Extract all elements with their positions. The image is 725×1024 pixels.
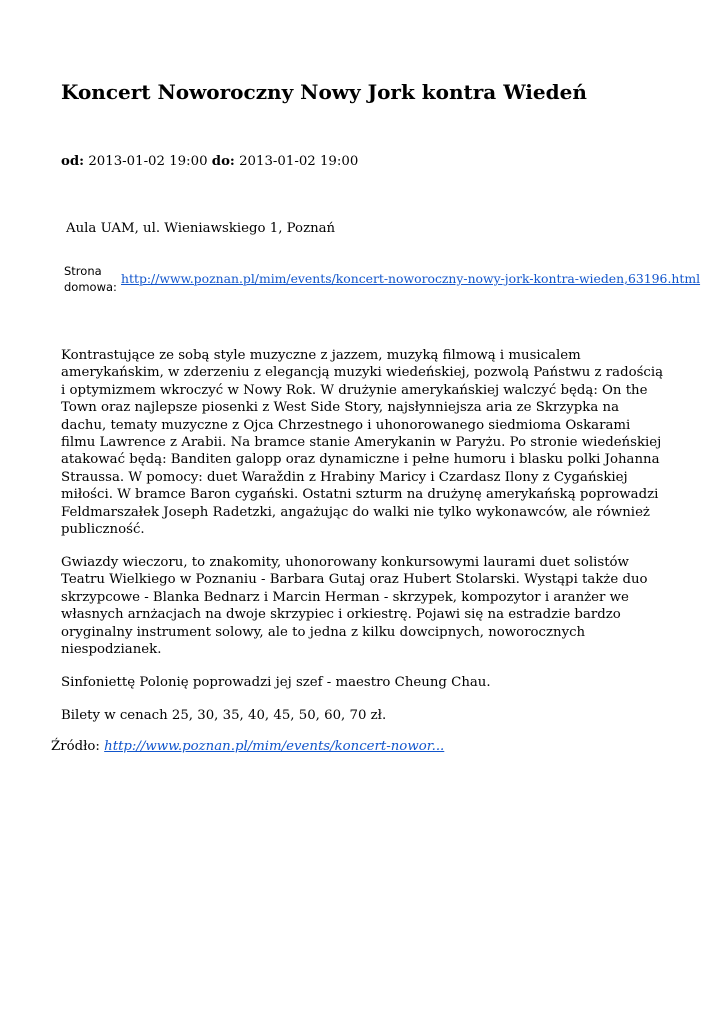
end-date-label: do:: [211, 154, 235, 169]
description-paragraph: Kontrastujące ze sobą style muzyczne z jazzem, muzyką filmową i musicalem amerykańskim, w zderzeniu z elegancją muzyki wiedeńskiej, pozwolą Państwu z radością i optymizmem wkroczyć w Nowy Rok. W drużynie amerykańskiej walczyć będą: On the Town oraz najlepsze piosenki z West Side Story, najsłynniejsza aria ze Skrzypka na dachu, tematy muzyczne z Ojca Chrzestnego i uhonorowanego siedmioma Oskarami filmu Lawrence z Arabii. Na bramce stanie Amerykanin w Paryżu. Po stronie wiedeńskiej atakować będą: Banditen galopp oraz dynamiczne i pełne humoru i blasku polki Johanna Straussa. W pomocy: duet Waraždin z Hrabiny Maricy i Czardasz Ilony z Cygańskiej miłości. W bramce Baron cygański. Ostatni szturm na drużynę amerykańską poprowadzi Feldmarszałek Joseph Radetzki, angażując do walki nie tylko wykonawców, ale również publiczność.: [61, 348, 664, 538]
source-line: [51, 738, 444, 756]
description-paragraph: Sinfoniettę Polonię poprowadzi jej szef - maestro Cheung Chau.: [61, 674, 491, 690]
page-title: Koncert Noworoczny Nowy Jork kontra Wiedeń: [61, 80, 587, 104]
description-paragraph: Gwiazdy wieczoru, to znakomity, uhonorowany konkursowymi laurami duet solistów Teatru Wielkiego w Poznaniu - Barbara Gutaj oraz Hubert Stolarski. Wystąpi także duo skrzypcowe - Blanka Bednarz i Marcin Herman - skrzypek, kompozytor i aranżer we własnych arnżacjach na dwoje skrzypiec i orkiestrę. Pojawi się na estradzie bardzo oryginalny instrument solowy, ale to jedna z kilku dowcipnych, noworocznych niespodzianek.: [61, 554, 648, 657]
start-date-label: od:: [61, 154, 85, 169]
description-paragraph: Bilety w cenach 25, 30, 35, 40, 45, 50, 60, 70 zł.: [61, 707, 387, 723]
source-label: Źródło:: [51, 739, 100, 754]
homepage-link[interactable]: http://www.poznan.pl/mim/events/koncert-noworoczny-nowy-jork-kontra-wieden,63196.html: [121, 271, 701, 286]
start-date-value: 2013-01-02 19:00: [88, 154, 208, 169]
end-date-value: 2013-01-02 19:00: [239, 154, 359, 169]
event-venue: Aula UAM, ul. Wieniawskiego 1, Poznań: [66, 221, 336, 236]
event-dates: [61, 153, 358, 171]
event-description: [61, 347, 667, 740]
homepage-label: Strona domowa:: [64, 264, 117, 294]
source-link[interactable]: http://www.poznan.pl/mim/events/koncert-nowor...: [104, 739, 445, 754]
